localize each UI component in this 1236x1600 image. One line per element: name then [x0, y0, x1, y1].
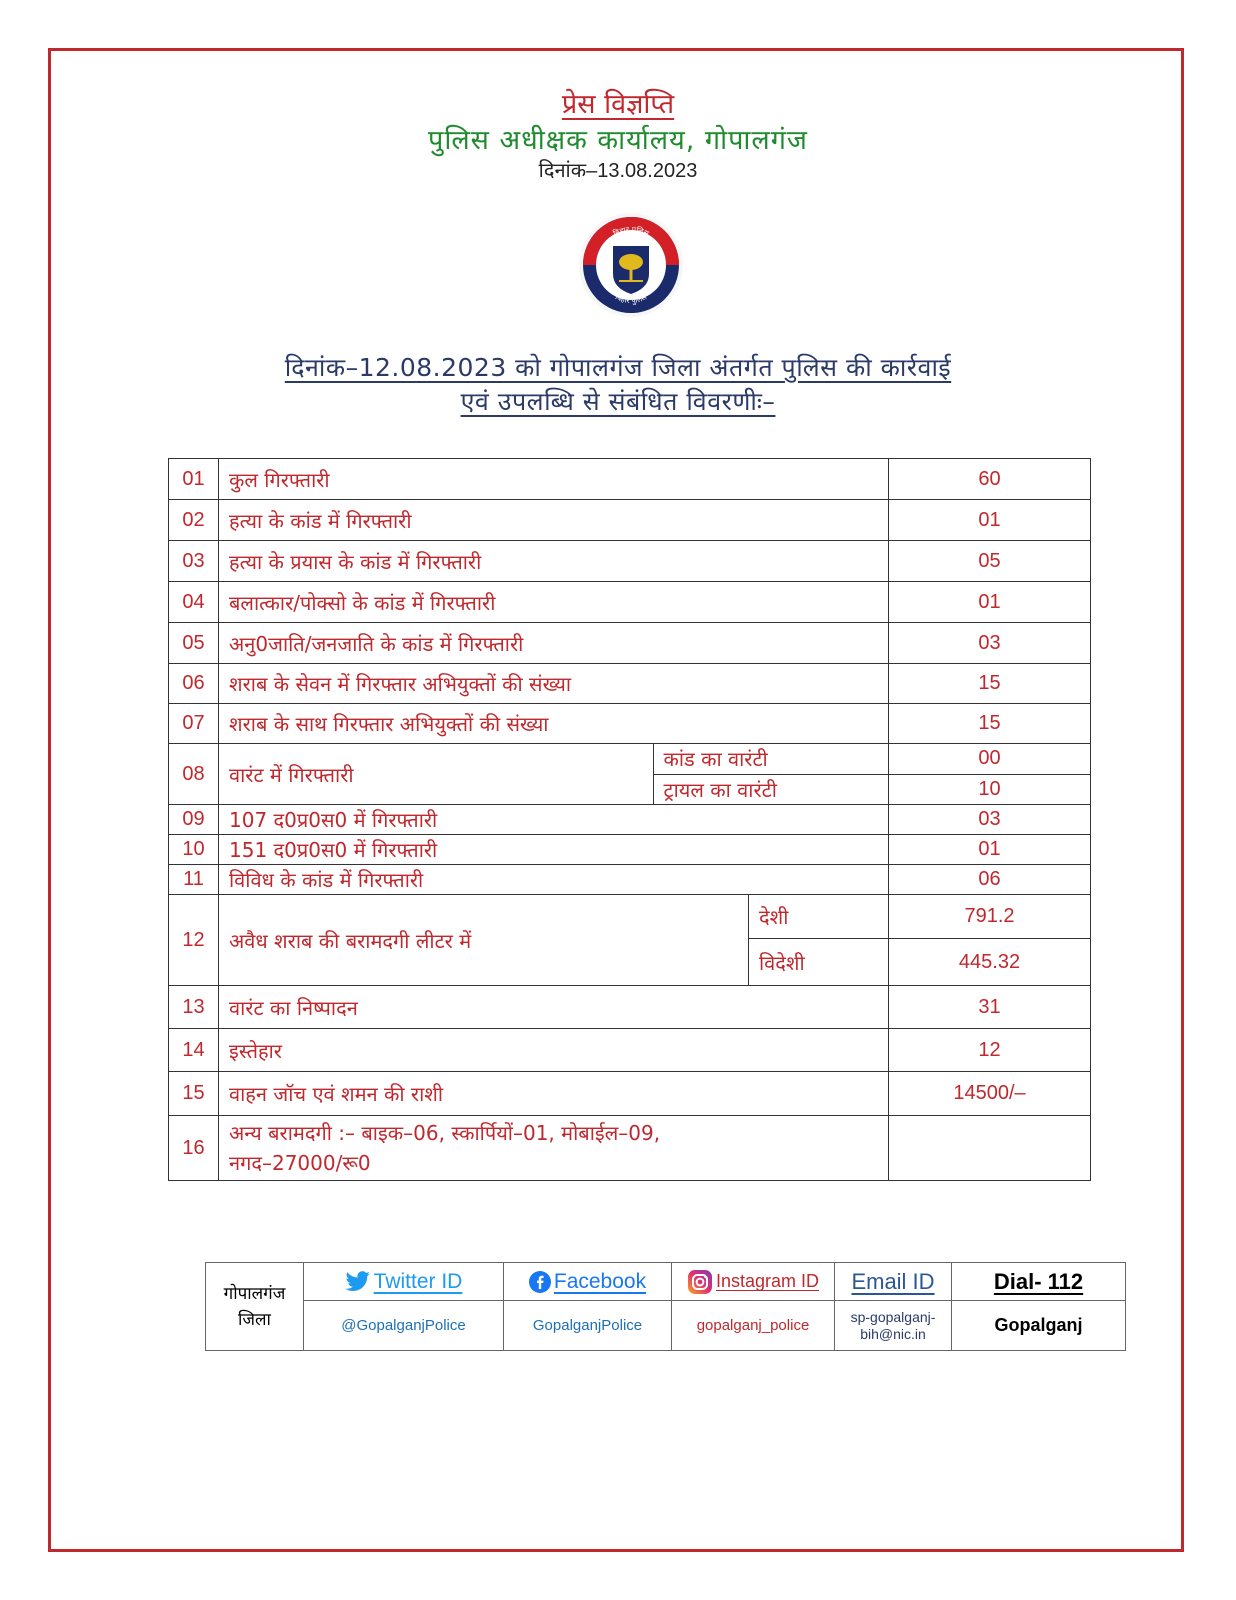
row-number: 07 [169, 704, 219, 744]
row-value: 03 [889, 623, 1091, 664]
table-row [169, 704, 1091, 744]
district-cell [206, 1263, 304, 1351]
table-row [169, 835, 1091, 865]
row-label: शराब के सेवन में गिरफ्तार अभियुक्तों की संख्या [219, 664, 889, 704]
release-date: दिनांक–13.08.2023 [538, 160, 698, 182]
row-label: हत्या के प्रयास के कांड में गिरफ्तारी [219, 541, 889, 582]
press-release-title: प्रेस विज्ञप्ति [561, 89, 675, 120]
subject-line-2: एवं उपलब्धि से संबंधित विवरणीः– [460, 387, 776, 416]
dial-location: Gopalganj [952, 1301, 1126, 1351]
bihar-police-logo [576, 210, 686, 320]
row-value: 03 [889, 805, 1091, 835]
row-label: वारंट का निष्पादन [219, 986, 889, 1029]
row-value: 31 [889, 986, 1091, 1029]
row-value: 12 [889, 1029, 1091, 1072]
table-row [169, 1072, 1091, 1116]
table-row [169, 664, 1091, 704]
row-value: 15 [889, 704, 1091, 744]
table-row [169, 459, 1091, 500]
row-value: 14500/– [889, 1072, 1091, 1116]
row-number: 06 [169, 664, 219, 704]
row-number: 14 [169, 1029, 219, 1072]
warrant-trial-value: 10 [978, 777, 1001, 800]
subject-line-1: दिनांक–12.08.2023 को गोपालगंज जिला अंतर्गत पुलिस की कार्रवाई [284, 353, 952, 382]
liquor-desi-label: देशी [749, 895, 889, 939]
facebook-header [504, 1263, 672, 1301]
row-number: 08 [169, 744, 219, 805]
twitter-label: Twitter ID [373, 1269, 463, 1293]
email-label: Email ID [835, 1263, 952, 1301]
district-line1: गोपालगंज [223, 1283, 286, 1304]
row-label: विविध के कांड में गिरफ्तारी [219, 865, 889, 895]
logo-bottom-text: बिहार पुलिस [613, 292, 649, 306]
row-label: बलात्कार/पोक्सो के कांड में गिरफ्तारी [219, 582, 889, 623]
row-label: हत्या के कांड में गिरफ्तारी [219, 500, 889, 541]
logo-top-text: बिहार पुलिस [611, 224, 651, 239]
row-label: अवैध शराब की बरामदगी लीटर में [219, 895, 749, 986]
table-row [169, 500, 1091, 541]
row-number: 02 [169, 500, 219, 541]
table-row [169, 1116, 1091, 1181]
facebook-icon [529, 1271, 551, 1293]
row-label: 151 द0प्र0स0 में गिरफ्तारी [219, 835, 889, 865]
facebook-handle[interactable]: GopalganjPolice [504, 1301, 672, 1351]
instagram-handle[interactable]: gopalganj_police [672, 1301, 835, 1351]
instagram-label: Instagram ID [715, 1270, 820, 1291]
row-value: 60 [889, 459, 1091, 500]
row-number: 15 [169, 1072, 219, 1116]
email-line1: sp-gopalganj- [850, 1308, 936, 1325]
table-row [169, 805, 1091, 835]
twitter-bird-icon [345, 1271, 371, 1293]
instagram-header [672, 1263, 835, 1301]
row-number: 11 [169, 865, 219, 895]
row-label: कुल गिरफ्तारी [219, 459, 889, 500]
row-label: इस्तेहार [219, 1029, 889, 1072]
row-number: 09 [169, 805, 219, 835]
table-row [169, 541, 1091, 582]
row-value: 01 [889, 835, 1091, 865]
row-label: शराब के साथ गिरफ्तार अभियुक्तों की संख्या [219, 704, 889, 744]
row-number: 12 [169, 895, 219, 986]
row-value: 01 [889, 582, 1091, 623]
email-line2: bih@nic.in [860, 1325, 926, 1342]
liquor-videshi-label: विदेशी [749, 939, 889, 986]
row-number: 16 [169, 1116, 219, 1181]
row-number: 03 [169, 541, 219, 582]
table-row [169, 986, 1091, 1029]
other-recovery-line1: अन्य बरामदगी :– बाइक–06, स्कार्पियों–01, मोबाईल–09, [229, 1121, 661, 1145]
warrant-trial-label: ट्रायल का वारंटी [663, 777, 777, 802]
row-value: 06 [889, 865, 1091, 895]
row-value: 01 [889, 500, 1091, 541]
office-name: पुलिस अधीक्षक कार्यालय, गोपालगंज [428, 125, 808, 156]
row-label: 107 द0प्र0स0 में गिरफ्तारी [219, 805, 889, 835]
warrant-case-value: 00 [889, 744, 1090, 774]
table-row [169, 1029, 1091, 1072]
twitter-header [304, 1263, 504, 1301]
instagram-icon [687, 1269, 713, 1295]
email-address[interactable] [835, 1301, 952, 1351]
table-row [169, 865, 1091, 895]
liquor-videshi-value: 445.32 [889, 939, 1091, 986]
row-number: 01 [169, 459, 219, 500]
row-value [889, 1116, 1091, 1181]
row-number: 04 [169, 582, 219, 623]
other-recovery-line2: नगद–27000/रू0 [229, 1151, 371, 1175]
row-number: 05 [169, 623, 219, 664]
table-row [169, 744, 1091, 805]
contact-footer-table [205, 1262, 1126, 1351]
row-value: 15 [889, 664, 1091, 704]
row-number: 13 [169, 986, 219, 1029]
table-row [169, 895, 1091, 939]
warrant-case-label: कांड का वारंटी [653, 744, 888, 774]
row-label: वाहन जॉच एवं शमन की राशी [219, 1072, 889, 1116]
district-line2: जिला [238, 1309, 271, 1330]
arrest-summary-table [168, 458, 1091, 1181]
row-label: अनु0जाति/जनजाति के कांड में गिरफ्तारी [219, 623, 889, 664]
table-row [169, 582, 1091, 623]
twitter-handle[interactable]: @GopalganjPolice [304, 1301, 504, 1351]
facebook-label: Facebook [553, 1269, 647, 1293]
dial-label: Dial- 112 [952, 1263, 1126, 1301]
liquor-desi-value: 791.2 [889, 895, 1091, 939]
row-value: 05 [889, 541, 1091, 582]
row-number: 10 [169, 835, 219, 865]
row-label: वारंट में गिरफ्तारी [219, 744, 653, 804]
table-row [169, 623, 1091, 664]
